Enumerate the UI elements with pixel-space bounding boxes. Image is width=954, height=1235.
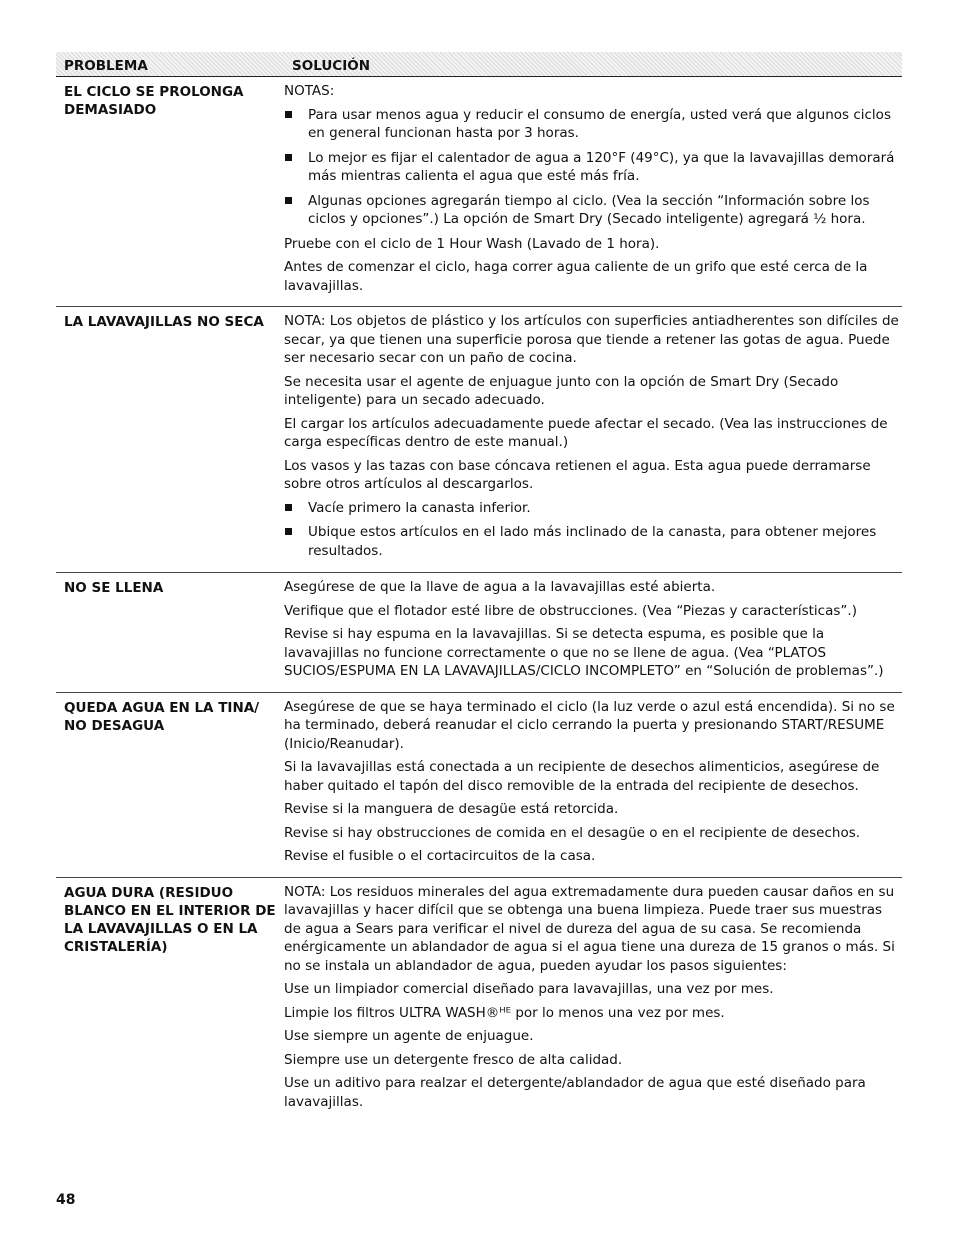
solution-text: Pruebe con el ciclo de 1 Hour Wash (Lavado de 1 hora). — [284, 235, 660, 252]
table-row — [56, 573, 902, 693]
solution-text: Antes de comenzar el ciclo, haga correr agua caliente de un grifo que esté cerca de la lavavajillas. — [284, 259, 868, 294]
solution-cell — [284, 573, 902, 692]
solution-cell — [284, 693, 902, 877]
problem-cell: AGUA DURA (RESIDUO BLANCO EN EL INTERIOR DE LA LAVAVAJILLAS O EN LA CRISTALERÍA) — [64, 884, 276, 955]
header-problem: PROBLEMA — [64, 58, 148, 74]
problem-cell: QUEDA AGUA EN LA TINA/ NO DESAGUA — [64, 699, 260, 734]
square-bullet-icon — [285, 154, 292, 161]
solution-text: El cargar los artículos adecuadamente puede afectar el secado. (Vea las instrucciones de carga específicas dentro de este manual.) — [284, 415, 888, 450]
list-item — [284, 499, 902, 518]
solution-text: Asegúrese de que la llave de agua a la lavavajillas esté abierta. — [284, 579, 716, 595]
solution-text: Use un aditivo para realzar el detergente/ablandador de agua que esté diseñado para lavavajillas. — [284, 1075, 866, 1110]
list-item-text: Algunas opciones agregarán tiempo al ciclo. (Vea la sección “Información sobre los ciclos y opciones”.) La opción de Smart Dry (Secado inteligente) agregará ½ hora. — [308, 192, 870, 227]
list-item-text: Para usar menos agua y reducir el consumo de energía, usted verá que algunos ciclos en general funcionan hasta por 3 horas. — [308, 106, 891, 141]
solution-text: Asegúrese de que se haya terminado el ciclo (la luz verde o azul está encendida). Si no se ha terminado, deberá reanudar el ciclo cerrando la puerta y presionando START/RESUME (Inicio/Reanudar). — [284, 698, 895, 752]
list-item — [284, 523, 902, 560]
solution-text: Use siempre un agente de enjuague. — [284, 1028, 534, 1044]
square-bullet-icon — [285, 197, 292, 204]
list-item — [284, 106, 902, 143]
table-row — [56, 693, 902, 878]
list-item-text: Lo mejor es fijar el calentador de agua a 120°F (49°C), ya que la lavavajillas demorará más mientras calienta el agua que esté más fría. — [308, 149, 895, 184]
header-solution: SOLUCIÓN — [292, 58, 370, 74]
problem-cell: LA LAVAVAJILLAS NO SECA — [64, 314, 264, 330]
troubleshooting-table — [56, 52, 902, 1122]
solution-text: Use un limpiador comercial diseñado para lavavajillas, una vez por mes. — [284, 981, 774, 997]
solution-text: Revise si hay espuma en la lavavajillas. Si se detecta espuma, es posible que la lavavajillas no funcione correctamente o que no se llene de agua. (Vea “PLATOS SUCIOS/ESPUMA EN LA LAVAVAJILLAS/CICLO INCOMPLETO” en “Solución de problemas”.) — [284, 626, 884, 679]
list-item — [284, 149, 902, 186]
solution-text: Revise si la manguera de desagüe está retorcida. — [284, 801, 619, 817]
solution-cell — [284, 307, 902, 572]
solution-text: Verifique que el flotador esté libre de obstrucciones. (Vea “Piezas y características”.) — [284, 602, 857, 619]
solution-cell — [284, 878, 902, 1123]
square-bullet-icon — [285, 111, 292, 118]
table-row — [56, 307, 902, 573]
solution-text: Limpie los filtros ULTRA WASH®ᴴᴱ por lo menos una vez por mes. — [284, 1004, 725, 1021]
solution-text: NOTA: Los objetos de plástico y los artículos con superficies antiadherentes son difíciles de secar, ya que tienen una superficie porosa que tiende a retener las gotas de agua. Puede ser necesario secar con un paño de cocina. — [284, 313, 899, 366]
solution-text: Siempre use un detergente fresco de alta calidad. — [284, 1051, 623, 1068]
table-row — [56, 77, 902, 307]
table-body — [56, 77, 902, 1122]
solution-text: NOTAS: — [284, 83, 335, 99]
problem-cell: NO SE LLENA — [64, 580, 164, 596]
list-item — [284, 192, 902, 229]
page-number: 48 — [56, 1192, 76, 1208]
problem-cell: EL CICLO SE PROLONGA DEMASIADO — [64, 84, 244, 118]
solution-text: Si la lavavajillas está conectada a un recipiente de desechos alimenticios, asegúrese de haber quitado el tapón del disco removible de la entrada del recipiente de desechos. — [284, 759, 880, 794]
list-item-text: Vacíe primero la canasta inferior. — [308, 499, 531, 516]
solution-text: Los vasos y las tazas con base cóncava retienen el agua. Esta agua puede derramarse sobre otros artículos al descargarlos. — [284, 457, 871, 492]
solution-text: Revise si hay obstrucciones de comida en el desagüe o en el recipiente de desechos. — [284, 824, 861, 841]
solution-text: Se necesita usar el agente de enjuague junto con la opción de Smart Dry (Secado inteligente) para un secado adecuado. — [284, 373, 839, 408]
solution-cell — [284, 77, 902, 306]
solution-text: Revise el fusible o el cortacircuitos de la casa. — [284, 848, 596, 864]
table-header — [56, 52, 902, 77]
list-item-text: Ubique estos artículos en el lado más inclinado de la canasta, para obtener mejores resultados. — [308, 524, 877, 559]
solution-list — [284, 499, 902, 561]
table-row — [56, 878, 902, 1123]
solution-text: NOTA: Los residuos minerales del agua extremadamente dura pueden causar daños en su lavavajillas y hacer difícil que se obtenga una buena limpieza. Puede traer sus muestras de agua a Sears para verificar el nivel de dureza del agua de su casa. Se recomienda enérgicamente un ablandador de agua si el agua tiene una dureza de 15 granos o más. Si no se instala un ablandador de agua, pueden ayudar los pasos siguientes: — [284, 883, 895, 974]
square-bullet-icon — [285, 504, 292, 511]
square-bullet-icon — [285, 528, 292, 535]
solution-list — [284, 106, 902, 229]
